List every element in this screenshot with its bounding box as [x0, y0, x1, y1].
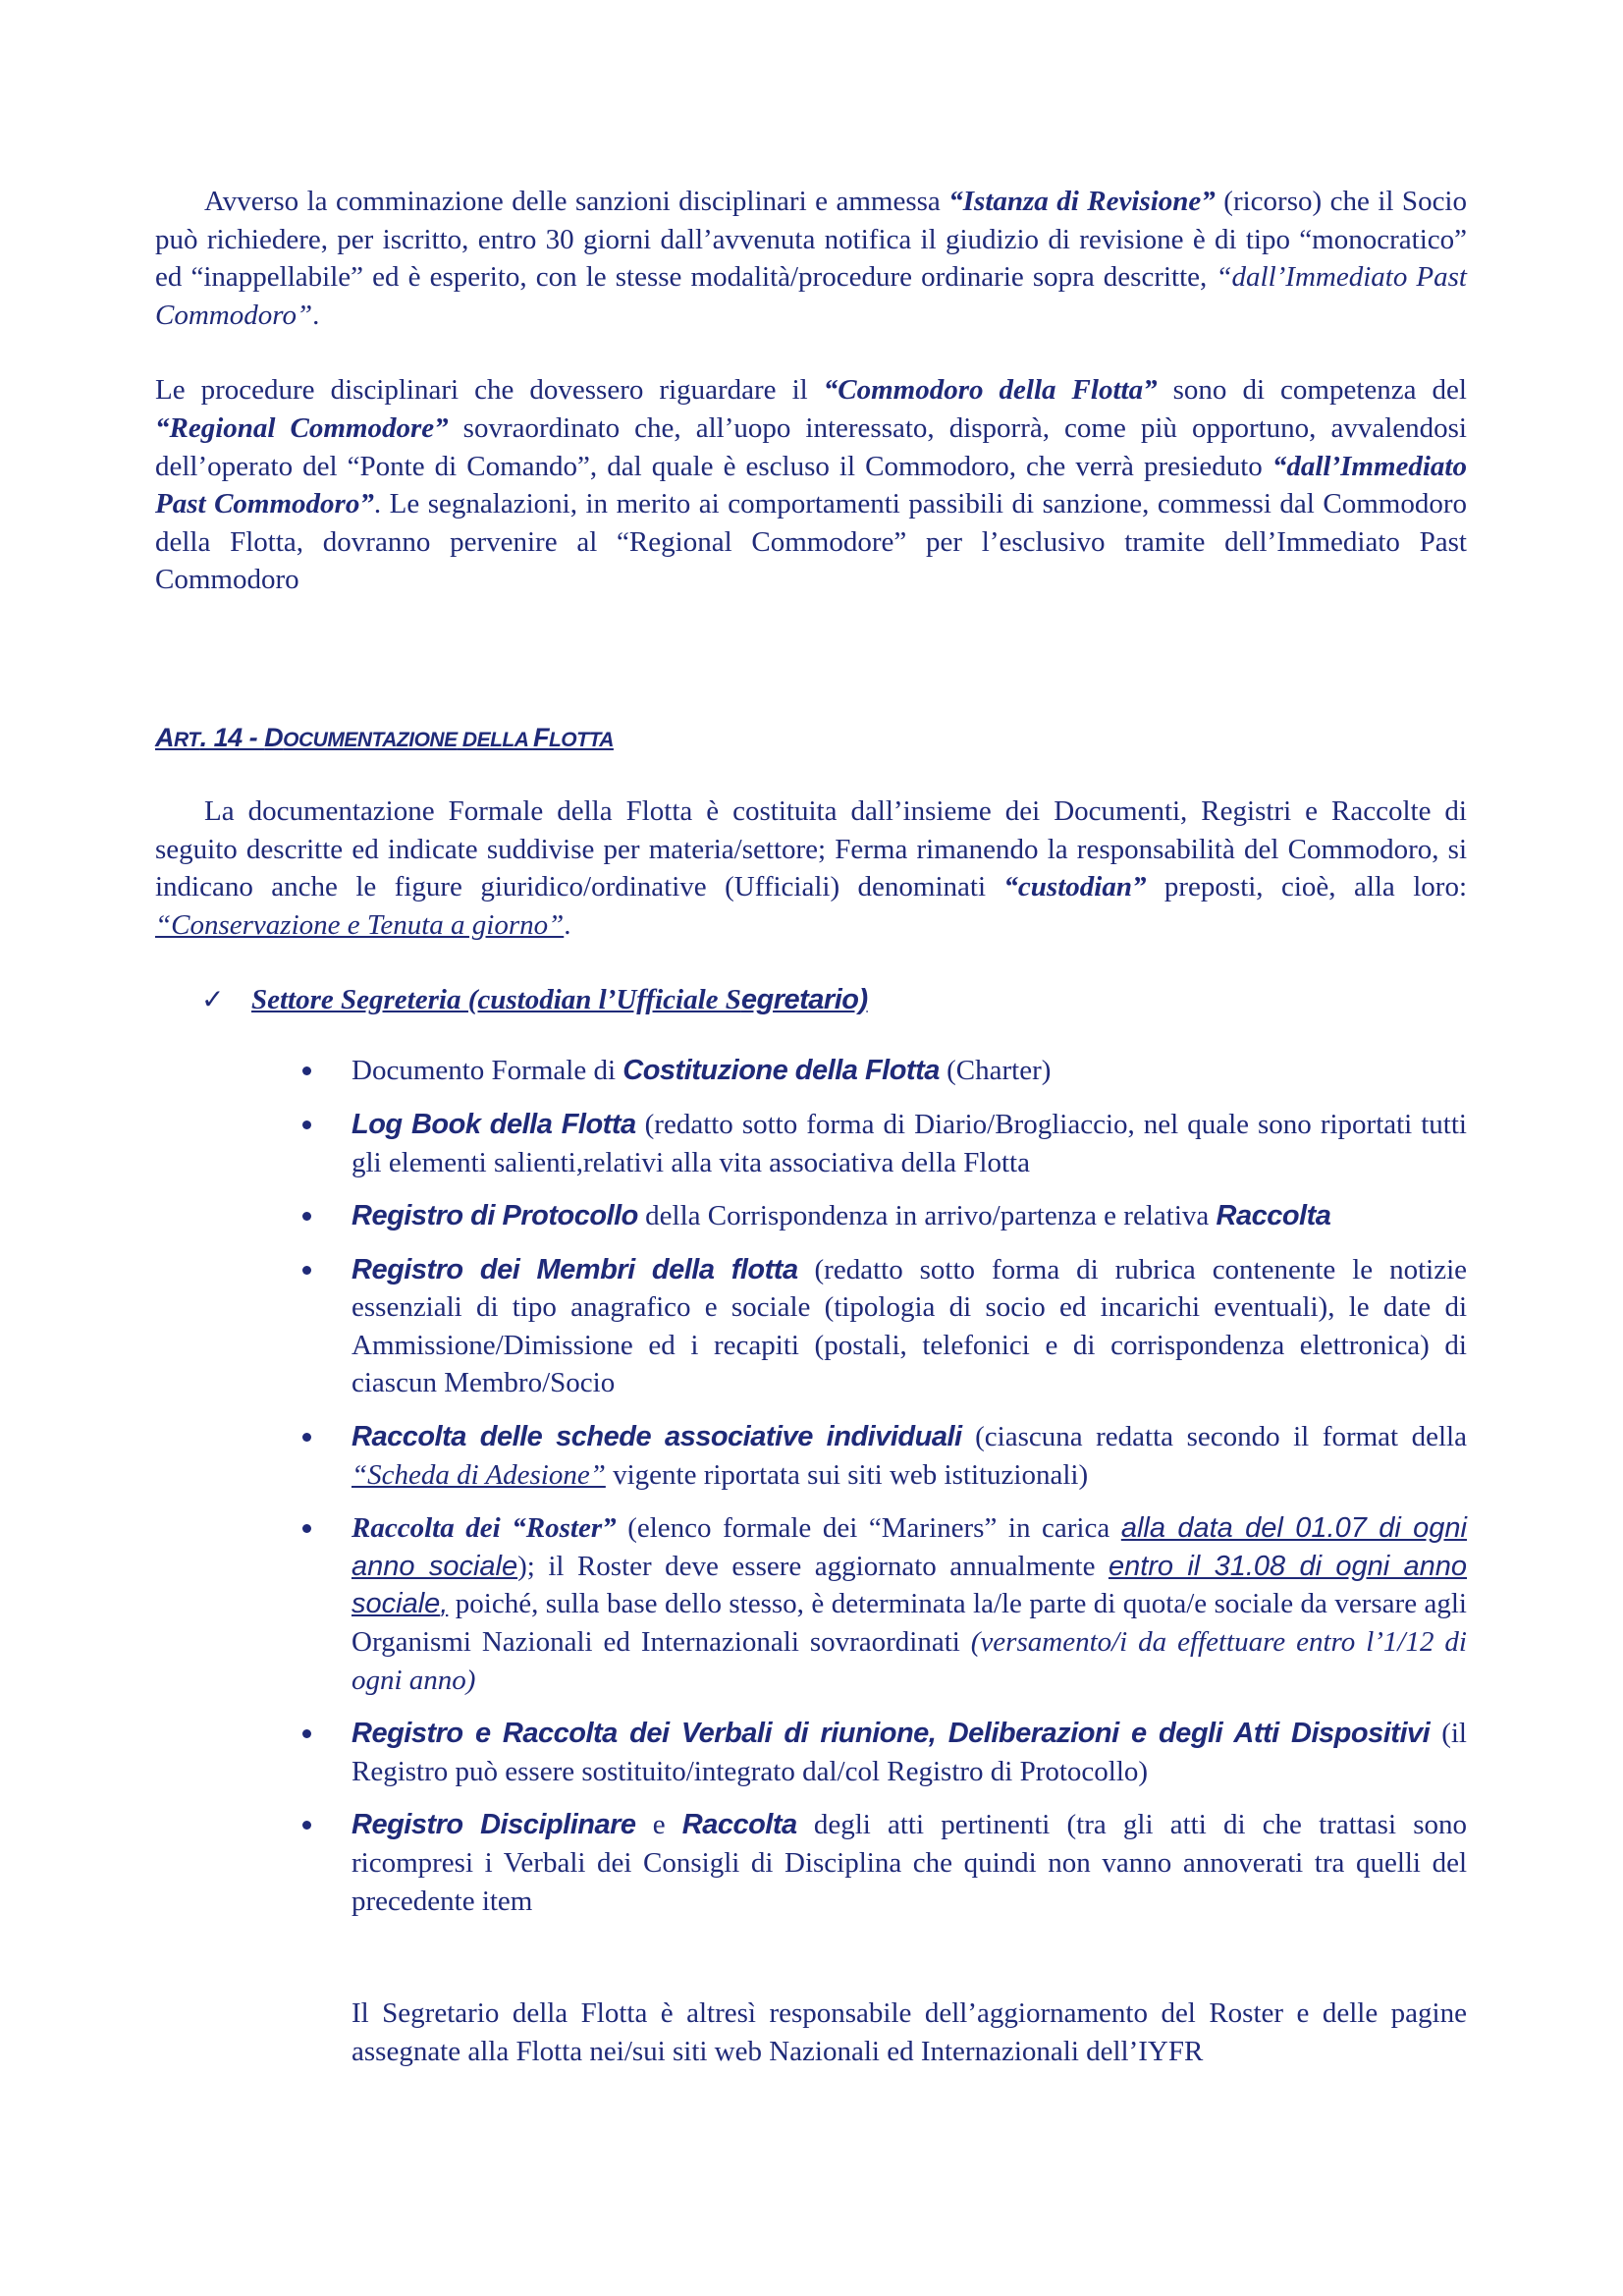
- documents-list: [155, 1052, 1467, 1920]
- section-settore-segreteria: ✓ Settore Segreteria (custodian l’Ufficiale Segretario): [155, 981, 1467, 1018]
- list-item: Registro di Protocollo della Corrispondenza in arrivo/partenza e relativa Raccolta: [155, 1197, 1467, 1235]
- paragraph-closing: Il Segretario della Flotta è altresì responsabile dell’aggiornamento del Roster e delle pagine assegnate alla Flotta nei/sui siti web Nazionali ed Internazionali dell’IYFR: [352, 1997, 1467, 2067]
- list-item: Raccolta dei “Roster” (elenco formale dei “Mariners” in carica alla data del 01.07 di ogni anno sociale); il Roster deve essere aggiornato annualmente entro il 31.08 di ogni anno sociale, poiché, sulla base dello stesso, è determinata la/le parte di quota/e sociale da versare agli Organismi Nazionali ed Internazionali sovraordinati (versamento/i da effettuare entro l’1/12 di ogni anno): [155, 1509, 1467, 1699]
- article-heading: ART. 14 - DOCUMENTAZIONE DELLA FLOTTA: [155, 722, 614, 752]
- list-item: Registro dei Membri della flotta (redatto sotto forma di rubrica contenente le notizie essenziali di tipo anagrafico e sociale (tipologia di socio ed incarichi eventuali), le date di Ammissione/Dimissione ed i recapiti (postali, telefonici e di corrispondenza elettronica) di ciascun Membro/Socio: [155, 1251, 1467, 1402]
- bullet-icon: [302, 1821, 311, 1830]
- list-item: Registro Disciplinare e Raccolta degli atti pertinenti (tra gli atti di che trattasi sono ricompresi i Verbali dei Consigli di Disciplina che quindi non vanno annoverati tra quelli del precedente item: [155, 1806, 1467, 1920]
- document-body: [155, 183, 1467, 2070]
- bullet-icon: [302, 1729, 311, 1738]
- bullet-icon: [302, 1066, 311, 1075]
- list-item: Log Book della Flotta (redatto sotto forma di Diario/Brogliaccio, nel quale sono riportati tutti gli elementi salienti,relativi alla vita associativa della Flotta: [155, 1106, 1467, 1181]
- paragraph-procedure-commodoro: Le procedure disciplinari che dovessero riguardare il “Commodoro della Flotta” sono di competenza del “Regional Commodore” sovraordinato che, all’uopo interessato, disporrà, come più opportuno, avvalendosi dell’operato del “Ponte di Comando”, dal quale è escluso il Commodoro, che verrà presieduto “dall’Immediato Past Commodoro”. Le segnalazioni, in merito ai comportamenti passibili di sanzione, commessi dal Commodoro della Flotta, dovranno pervenire al “Regional Commodore” per l’esclusivo tramite dell’Immediato Past Commodoro: [155, 374, 1467, 596]
- checkmark-icon: ✓: [201, 983, 225, 1016]
- bullet-icon: [302, 1524, 311, 1533]
- list-item: Registro e Raccolta dei Verbali di riunione, Deliberazioni e degli Atti Dispositivi (il Registro può essere sostituito/integrato dal/col Registro di Protocollo): [155, 1715, 1467, 1790]
- paragraph-istanza-revisione: Avverso la comminazione delle sanzioni disciplinari e ammessa “Istanza di Revisione” (ricorso) che il Socio può richiedere, per iscritto, entro 30 giorni dall’avvenuta notifica il giudizio di revisione è di tipo “monocratico” ed “inappellabile” ed è esperito, con le stesse modalità/procedure ordinarie sopra descritte, “dall’Immediato Past Commodoro”.: [155, 186, 1467, 331]
- bullet-icon: [302, 1121, 311, 1129]
- list-item: Raccolta delle schede associative individuali (ciascuna redatta secondo il format della “Scheda di Adesione” vigente riportata sui siti web istituzionali): [155, 1418, 1467, 1494]
- bullet-icon: [302, 1433, 311, 1442]
- list-item: Documento Formale di Costituzione della Flotta (Charter): [155, 1052, 1467, 1090]
- bullet-icon: [302, 1212, 311, 1221]
- bullet-icon: [302, 1266, 311, 1275]
- paragraph-documentazione: La documentazione Formale della Flotta è costituita dall’insieme dei Documenti, Registri e Raccolte di seguito descritte ed indicate suddivise per materia/settore; Ferma rimanendo la responsabilità del Commodoro, si indicano anche le figure giuridico/ordinative (Ufficiali) denominati “custodian” preposti, cioè, alla loro: “Conservazione e Tenuta a giorno”.: [155, 794, 1467, 941]
